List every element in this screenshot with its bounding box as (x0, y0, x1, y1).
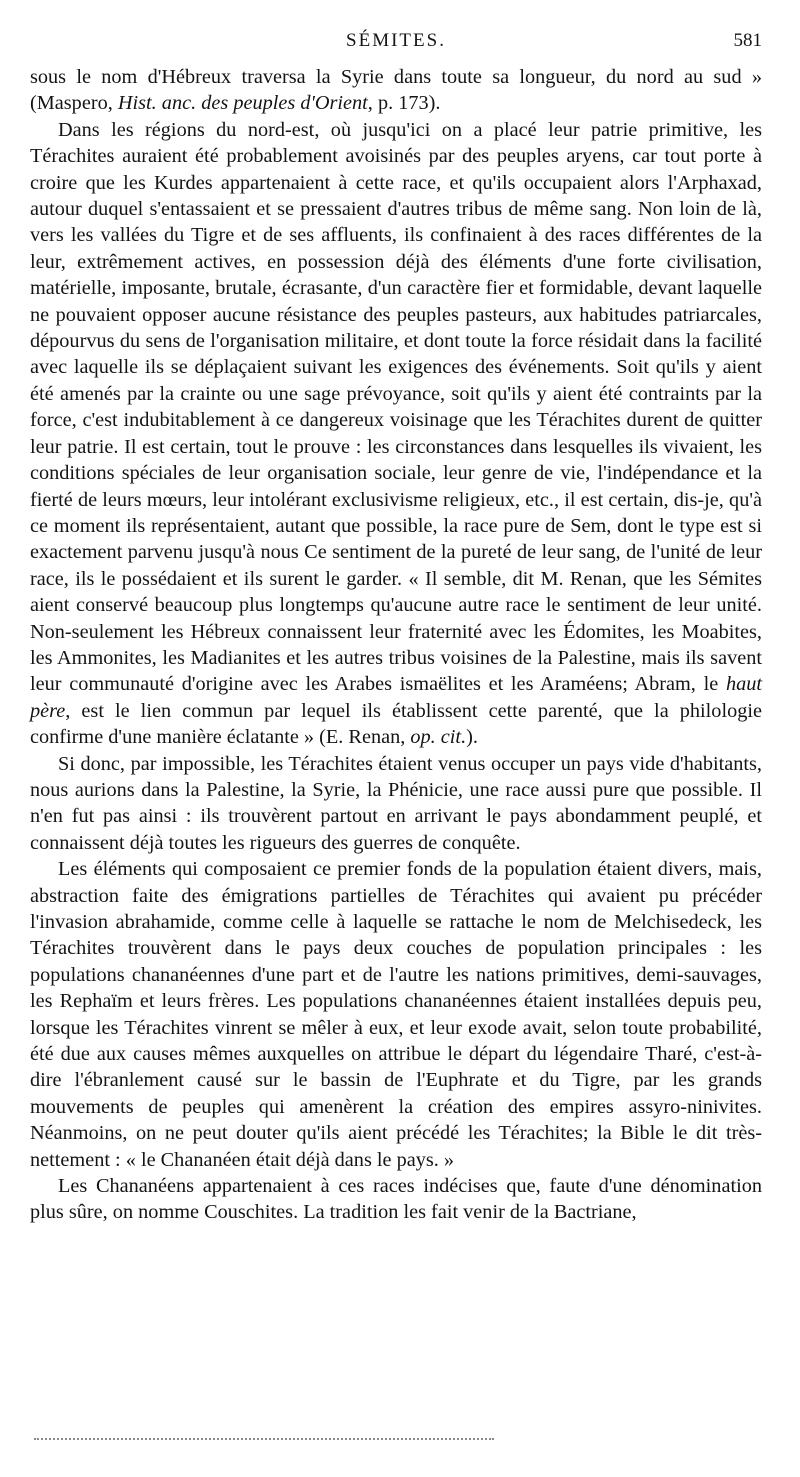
italic-text: Hist. anc. des peuples d'Orient (117, 92, 368, 115)
italic-text: op. cit. (410, 726, 467, 749)
text-run: , p. 173). (367, 92, 441, 115)
footer-dotted-rule (34, 1438, 494, 1440)
italic-text: haut père (30, 673, 762, 722)
body-text (30, 64, 762, 1226)
text-run: sous le nom d'Hébreux traversa la Syrie dans toute sa longueur, du nord au sud » (Maspero, (30, 66, 762, 115)
paragraph (30, 64, 762, 117)
running-head: SÉMITES. (346, 30, 446, 51)
text-run: Les éléments qui composaient ce premier fonds de la population étaient divers, mais, abstraction faite des émigrations partielles de Térachites qui avaient pu précéder l'invasion abrahamide, comme celle à laquelle se rattache le nom de Melchisedeck, les Térachites trouvèrent dans le pays deux couches de population principales : les populations chananéennes d'une part et de l'autre les nations primitives, demi-sauvages, les Rephaïm et leurs frères. Les populations chananéennes étaient installées depuis peu, lorsque les Térachites vinrent se mêler à eux, et leur exode avait, selon toute probabilité, été due aux causes mêmes auxquelles on attribue le départ du légendaire Tharé, c'est-à-dire l'ébranlement causé sur le bassin de l'Euphrate et du Tigre, par les grands mouvements de peuples qui amenèrent la création des empires assyro-ninivites. Néanmoins, on ne peut douter qu'ils aient précédé les Térachites; la Bible le dit très-nettement : « le Chananéen était déjà dans le pays. » (30, 858, 762, 1171)
paragraph (30, 856, 762, 1173)
text-run: Les Chananéens appartenaient à ces races indécises que, faute d'une dénomination plus sûre, on nomme Couschites. La tradition les fait venir de la Bactriane, (30, 1175, 762, 1224)
text-run: , est le lien commun par lequel ils établissent cette parenté, que la philologie confirme d'une manière éclatante » (E. Renan, (30, 699, 762, 749)
paragraph (30, 117, 762, 751)
paragraph (30, 1173, 762, 1226)
page-header (30, 30, 762, 60)
text-run: Si donc, par impossible, les Térachites étaient venus occuper un pays vide d'habitants, nous aurions dans la Palestine, la Syrie, la Phénicie, une race aussi pure que possible. Il n'en fut pas ainsi : ils trouvèrent partout en arrivant le pays abondamment peuplé, et connaissent déjà toutes les rigueurs des guerres de conquête. (30, 752, 762, 854)
text-run: Dans les régions du nord-est, où jusqu'ici on a placé leur patrie primitive, les Térachites auraient été probablement avoisinés par des peuples aryens, car tout porte à croire que les Kurdes appartenaient à cette race, et qu'ils occupaient alors l'Arphaxad, autour duquel s'entassaient et se pressaient d'autres tribus de même sang. Non loin de là, vers les vallées du Tigre et de ses affluents, ils confinaient à des races différentes de la leur, extrêmement actives, en possession déjà des éléments d'une forte civilisation, matérielle, imposante, brutale, écrasante, d'un caractère fier et formidable, devant laquelle ne pouvaient opposer aucune résistance des peuples pasteurs, aux habitudes patriarcales, dépourvus du sens de l'organisation militaire, et dont toute la force résidait dans la facilité avec laquelle ils se déplaçaient suivant les exigences des événements. Soit qu'ils y aient été amenés par la crainte ou une sage prévoyance, soit qu'ils y aient été contraints par la force, c'est indubitablement à ce dangereux voisinage que les Térachites durent de quitter leur patrie. Il est certain, tout le prouve : les circonstances dans lesquelles ils vivaient, les conditions spéciales de leur organisation sociale, leur genre de vie, l'indépendance et la fierté de leurs mœurs, leur intolérant exclusivisme religieux, etc., il est certain, dis-je, qu'à ce moment ils représentaient, autant que possible, la race pure de Sem, dont le type est si exactement parvenu jusqu'à nous Ce sentiment de la pureté de leur sang, de l'unité de leur race, ils le possédaient et ils surent le garder. « Il semble, dit M. Renan, que les Sémites aient conservé beaucoup plus longtemps qu'aucune autre race le sentiment de leur unité. Non-seulement les Hébreux connaissent leur fraternité avec les Édomites, les Moabites, les Ammonites, les Madianites et les autres tribus voisines de la Palestine, mais ils savent leur communauté d'origine avec les Arabes ismaëlites et les Araméens; Abram, le (30, 118, 762, 696)
page-number: 581 (733, 30, 762, 51)
paragraph (30, 751, 762, 857)
text-run: ). (466, 726, 478, 749)
